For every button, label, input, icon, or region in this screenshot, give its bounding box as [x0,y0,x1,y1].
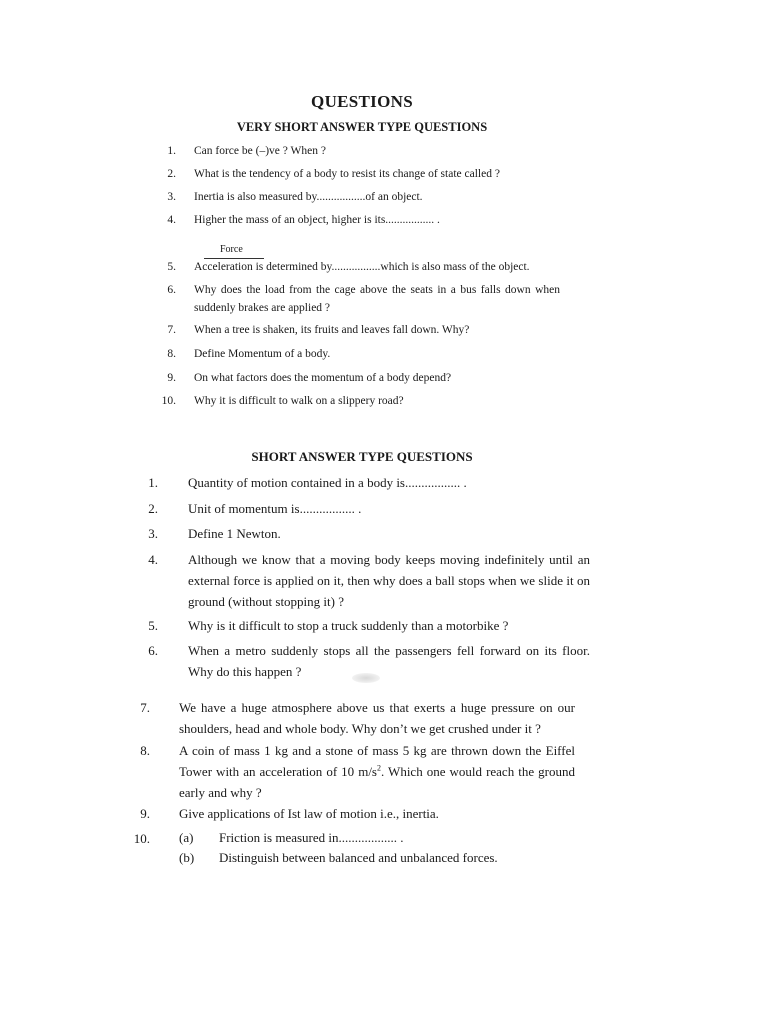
question-number: 10. [161,395,176,407]
question-text: Why does the load from the cage above the seats in a bus falls down when suddenly brakes are applied ? [194,284,560,314]
question-text: Why it is difficult to walk on a slippery road? [194,395,404,407]
question-text: Define 1 Newton. [188,526,281,541]
question-text: Unit of momentum is................. . [188,501,362,516]
question-text: Give applications of Ist law of motion i.e., inertia. [179,806,439,821]
question-number: 3. [167,191,176,203]
question-number: 4. [148,552,158,567]
question-text: When a tree is shaken, its fruits and leaves fall down. Why? [194,324,470,336]
question-text: Acceleration is determined by.................which is also mass of the object. [194,261,530,273]
question-text: What is the tendency of a body to resist its change of state called ? [194,168,500,180]
page-title: QUESTIONS [311,92,413,111]
sub-question-text: Distinguish between balanced and unbalanced forces. [219,850,498,865]
section-title-very-short: VERY SHORT ANSWER TYPE QUESTIONS [236,120,488,134]
fraction-numerator: Force [220,244,243,255]
page-smudge [352,673,380,683]
question-number: 7. [167,324,176,336]
question-number: 9. [140,806,150,821]
question-text: Although we know that a moving body keeps moving indefinitely until an external force is applied on it, then why does a ball stops when we slide it on ground (without stopping it) ? [188,552,590,609]
question-number: 1. [167,145,176,157]
question-text: When a metro suddenly stops all the passengers fell forward on its floor. Why do this happen ? [188,643,590,679]
question-number: 5. [167,261,176,273]
sub-question-label: (a) [179,830,194,845]
question-number: 2. [148,501,158,516]
sub-question-label: (b) [179,850,195,865]
question-text-part: . Which one would reach the ground early and why ? [179,764,575,800]
question-number: 7. [140,700,150,715]
question-text: On what factors does the momentum of a body depend? [194,372,452,384]
question-number: 1. [148,475,158,490]
question-number: 4. [167,214,176,226]
question-text: We have a huge atmosphere above us that exerts a huge pressure on our shoulders, head and whole body. Why don’t we get crushed under it ? [179,700,575,736]
question-number: 5. [148,618,158,633]
question-text: Quantity of motion contained in a body is................. . [188,475,467,490]
question-number: 8. [167,348,176,360]
question-text: Can force be (–)ve ? When ? [194,145,326,157]
question-number: 6. [148,643,158,658]
question-number: 3. [148,526,158,541]
question-number: 6. [167,284,176,296]
question-number: 2. [167,168,176,180]
question-text [179,740,575,803]
question-text: Higher the mass of an object, higher is its................. . [194,214,440,226]
question-text: Inertia is also measured by.................of an object. [194,191,423,203]
sub-question-text: Friction is measured in.................. . [219,830,404,845]
question-text: Why is it difficult to stop a truck suddenly than a motorbike ? [188,618,509,633]
question-number: 9. [167,372,176,384]
question-text-part: A coin of mass 1 kg and a stone of mass 5 kg are thrown down the Eiffel Tower with an acceleration of 10 m/s [179,743,575,779]
section-title-short: SHORT ANSWER TYPE QUESTIONS [251,449,473,464]
question-text: Define Momentum of a body. [194,348,331,360]
superscript: 2 [377,763,381,773]
question-number: 8. [140,743,150,758]
question-number: 10. [133,831,150,846]
